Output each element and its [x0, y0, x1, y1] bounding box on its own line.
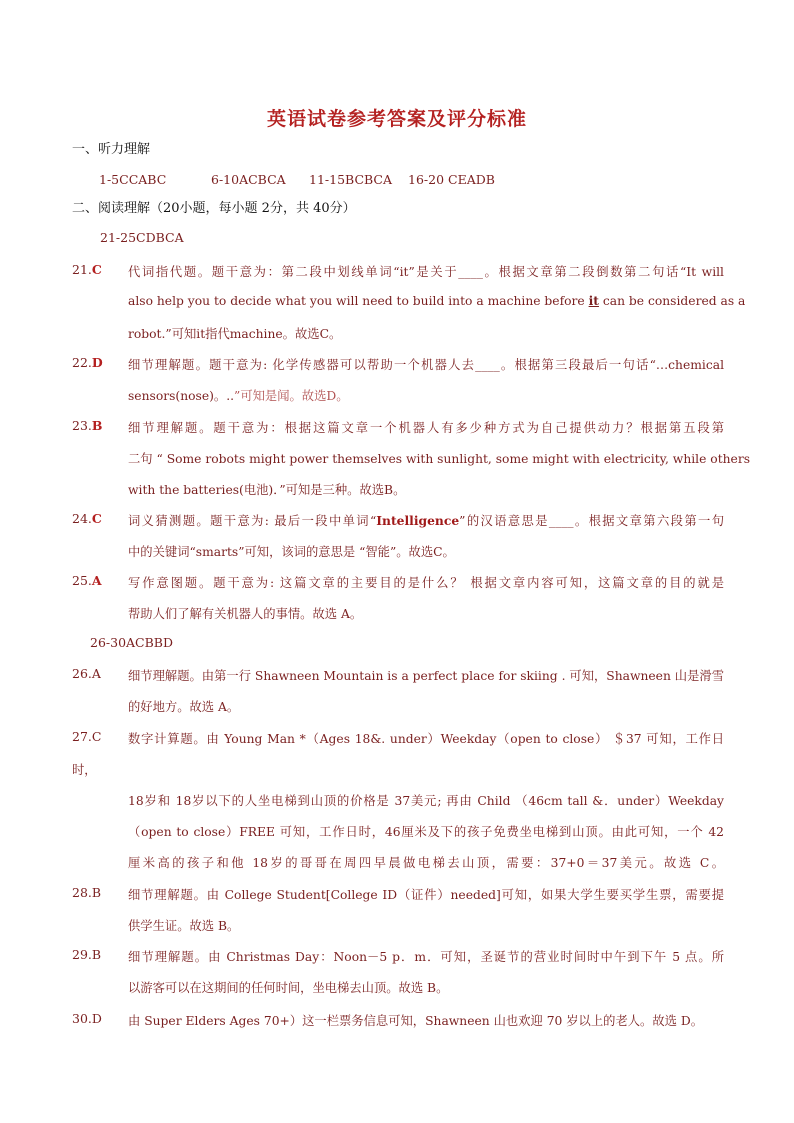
- q21-line-2: also help you to decide what you will need to build into a machine before it can be considered as a: [128, 293, 746, 308]
- q28-line-1: 细节理解题。由 College Student[College ID（证件）needed]可知，如果大学生要买学生票，需要提: [128, 888, 724, 902]
- q26-number: 26.A: [72, 666, 101, 681]
- q21-line-1: 代词指代题。题干意为：第二段中划线单词“it”是关于____。根据文章第二段倒数第二句话“It will: [128, 265, 724, 279]
- section-listening-heading: 一、听力理解: [72, 142, 151, 157]
- q25-line-2: 帮助人们了解有关机器人的事情。故选 A。: [128, 607, 363, 621]
- q26-line-1: 细节理解题。由第一行 Shawneen Mountain is a perfect place for skiing . 可知，Shawneen 山是滑雪: [128, 669, 724, 683]
- q23-number: 23.B: [72, 418, 103, 433]
- q25-number: 25.A: [72, 573, 102, 588]
- q23-line-1: 细节理解题。题干意为：根据这篇文章一个机器人有多少种方式为自己提供动力？根据第五段第: [128, 421, 724, 435]
- q27-line-3: （open to close）FREE 可知，工作日时，46厘米及下的孩子免费坐电梯到山顶。由此可知，一个 42: [128, 825, 724, 839]
- q29-line-2: 以游客可以在这期间的任何时间，坐电梯去山顶。故选 B。: [128, 981, 449, 995]
- q21-line-3: robot.”可知it指代machine。故选C。: [128, 327, 342, 341]
- q26-line-2: 的好地方。故选 A。: [128, 700, 240, 714]
- listening-key-16-20: 16-20 CEADB: [408, 172, 495, 187]
- q21-number: 21.C: [72, 262, 102, 277]
- listening-key-1-5: 1-5CCABC: [99, 172, 167, 187]
- q30-number: 30.D: [72, 1011, 102, 1026]
- q30-line-1: 由 Super Elders Ages 70+）这一栏票务信息可知，Shawneen 山也欢迎 70 岁以上的老人。故选 D。: [128, 1014, 704, 1028]
- listening-key-6-10: 6-10ACBCA: [211, 172, 286, 187]
- q27-line-2: 18岁和 18岁以下的人坐电梯到山顶的价格是 37美元; 再由 Child （46cm tall &．under）Weekday: [128, 794, 724, 808]
- q22-number: 22.D: [72, 355, 103, 370]
- q25-line-1: 写作意图题。题干意为: 这篇文章的主要目的是什么？ 根据文章内容可知，这篇文章的目的就是: [128, 576, 724, 590]
- q24-number: 24.C: [72, 511, 102, 526]
- reading-key-26-30: 26-30ACBBD: [90, 635, 174, 650]
- q28-line-2: 供学生证。故选 B。: [128, 919, 240, 933]
- q27-line-1: 数字计算题。由 Young Man *（Ages 18&. under）Weekday（open to close） ＄37 可知，工作日: [128, 732, 724, 746]
- section-reading-heading: 二、阅读理解（20小题，每小题 2分，共 40分）: [72, 201, 356, 216]
- q27-line-4: 厘米高的孩子和他 18岁的哥哥在周四早晨做电梯去山顶，需要：37+0＝37美元。故选 C。: [128, 856, 724, 870]
- q23-line-2: 二句 “ Some robots might power themselves with sunlight, some might with electricity, while others: [128, 452, 751, 466]
- listening-key-11-15: 11-15BCBCA: [309, 172, 393, 187]
- q28-number: 28.B: [72, 885, 102, 900]
- q24-line-1: 词义猜测题。题干意为: 最后一段中单词“Intelligence”的汉语意思是____。根据文章第六段第一句: [128, 513, 724, 528]
- q29-line-1: 细节理解题。由 Christmas Day：Noon－5 p．m．可知，圣诞节的营业时间时中午到下午 5 点。所: [128, 950, 724, 964]
- reading-key-21-25: 21-25CDBCA: [100, 230, 184, 245]
- q27-line-1-wrap: 时，: [72, 763, 97, 777]
- q22-line-2: sensors(nose)。..”可知是闻。故选D。: [128, 389, 349, 403]
- q23-line-3: with the batteries(电池)．”可知是三种。故选B。: [128, 483, 406, 497]
- q22-line-1: 细节理解题。题干意为: 化学传感器可以帮助一个机器人去____。根据第三段最后一句话“…chemical: [128, 358, 724, 372]
- q29-number: 29.B: [72, 947, 102, 962]
- page-title: 英语试卷参考答案及评分标准: [266, 108, 527, 130]
- q27-number: 27.C: [72, 729, 102, 744]
- q24-line-2: 中的关键词“smarts”可知，该词的意思是 “智能”。故选C。: [128, 545, 455, 559]
